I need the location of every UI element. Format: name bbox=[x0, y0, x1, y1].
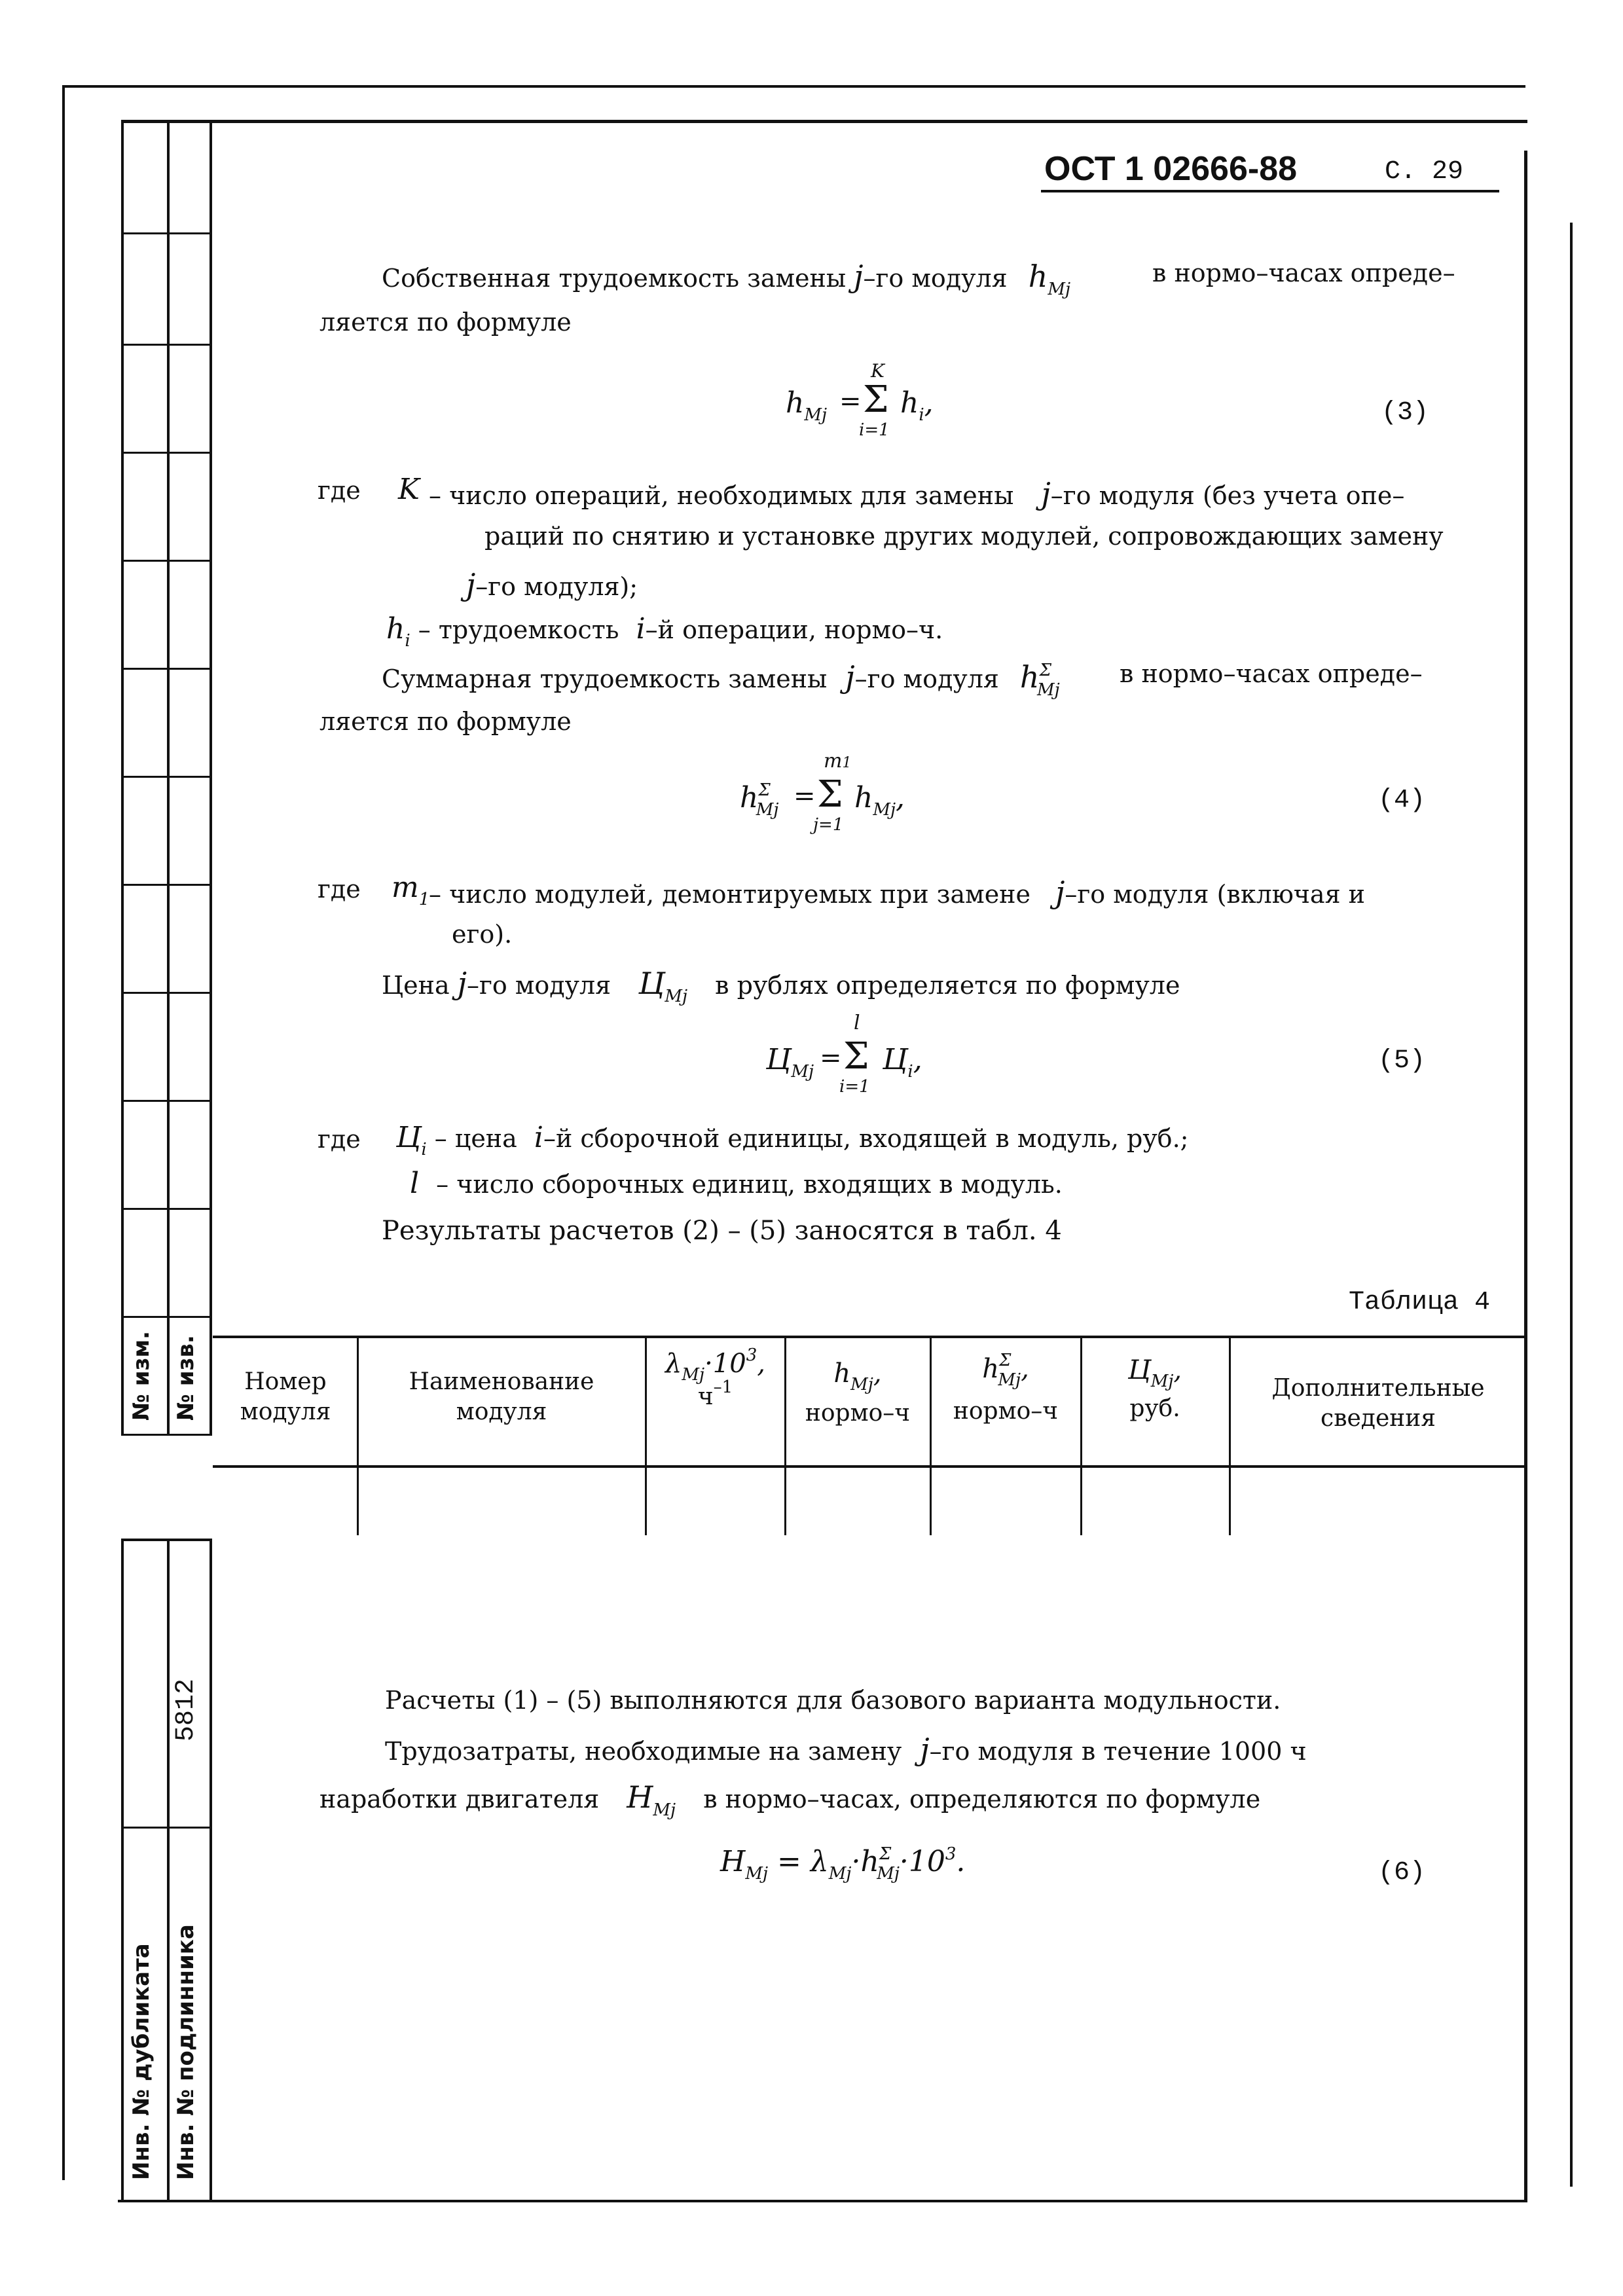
p3-j: j bbox=[457, 966, 467, 1001]
table-caption: Таблица 4 bbox=[1349, 1288, 1491, 1317]
w5-c-text-b: –й сборочной единицы, входящей в модуль, руб.; bbox=[543, 1124, 1189, 1153]
frame-top-line bbox=[62, 85, 1525, 88]
w3-h bbox=[386, 612, 943, 651]
f3-sum-top: K bbox=[871, 360, 884, 382]
f5-sum-bot: i=1 bbox=[839, 1077, 870, 1097]
p6-hmj: $H_{Mj}$ bbox=[627, 1779, 676, 1820]
th-hsum-sub: Mj bbox=[998, 1370, 1021, 1390]
p4: Результаты расчетов (2) – (5) заносятся в табл. 4 bbox=[382, 1216, 1062, 1246]
f4-lhs: $h^\Sigma_{Mj}$ bbox=[740, 780, 779, 820]
w3-h-text-b: –й операции, нормо–ч. bbox=[645, 615, 943, 644]
w3-k-line3-j: j bbox=[466, 567, 476, 602]
table-col-sep-3 bbox=[784, 1336, 786, 1535]
f6-lhs-sub: Mj bbox=[745, 1864, 769, 1884]
w4-m-sym: m bbox=[392, 871, 419, 904]
p2-hsum-sup: Σ bbox=[1039, 661, 1051, 680]
w3-k-line3-text: –го модуля); bbox=[475, 572, 638, 601]
stamp-izm-label: № изм. bbox=[128, 1330, 155, 1421]
stamp-izv-label: № изв. bbox=[173, 1335, 199, 1421]
f6-number: (6) bbox=[1378, 1858, 1426, 1887]
w5-c-sub: i bbox=[421, 1140, 427, 1159]
p6-text-b: –го модуля в течение 1000 ч bbox=[929, 1737, 1307, 1766]
w4-text-b: –го модуля (включая и bbox=[1065, 880, 1365, 909]
f6-h-sub: Mj bbox=[877, 1864, 900, 1884]
w5-l-sym: l bbox=[410, 1167, 420, 1200]
w3-k-line3 bbox=[466, 567, 638, 602]
th-price-unit: руб. bbox=[1129, 1395, 1180, 1422]
formula-3 bbox=[786, 360, 982, 445]
w4-line2: его). bbox=[452, 920, 513, 949]
w3-k-j: j bbox=[1041, 476, 1051, 511]
th-lambda-sub: Mj bbox=[682, 1365, 705, 1385]
stamp-lower-top bbox=[121, 1539, 212, 1541]
f6-h-sup: Σ bbox=[879, 1844, 892, 1864]
p6-hmj-sub: Mj bbox=[653, 1800, 676, 1820]
formula-5 bbox=[766, 1011, 976, 1103]
stamp-lower-line-1 bbox=[121, 1539, 124, 2200]
p2-text-b: –го модуля bbox=[854, 665, 999, 693]
stamp-podl-label: Инв. № подлинника bbox=[173, 1924, 199, 2180]
w5-c-i: i bbox=[534, 1121, 543, 1154]
th-hsum-unit: нормо–ч bbox=[953, 1398, 1059, 1425]
stamp-cell-line bbox=[121, 560, 212, 562]
p3-cmj: $Ц_{Mj}$ bbox=[638, 966, 688, 1006]
table-col-sep-6 bbox=[1229, 1336, 1231, 1535]
p6-j: j bbox=[920, 1732, 930, 1767]
stamp-line-1 bbox=[121, 123, 124, 1434]
p2-hsum-sub: Mj bbox=[1036, 680, 1060, 700]
stamp-line-3 bbox=[210, 123, 212, 1434]
p6-line1 bbox=[385, 1732, 1307, 1767]
th-hmj: $h_{Mj}$, нормо–ч bbox=[787, 1358, 928, 1429]
formula-6: $H_{Mj} = \lambda_{Mj}\cdot h^\Sigma_{Mj}\cdot 10^3$. bbox=[720, 1844, 966, 1884]
p1-text-b: –го модуля bbox=[863, 264, 1008, 293]
stamp-cell-line bbox=[121, 992, 212, 994]
p2-hsum: $h^\Sigma_{Mj}$ bbox=[1019, 659, 1060, 700]
f6-lhs: H bbox=[720, 1845, 746, 1878]
f5-sigma: Σ bbox=[843, 1035, 869, 1078]
th-hmj-sub: Mj bbox=[850, 1375, 873, 1394]
inner-top-line bbox=[121, 120, 1527, 123]
f5-rhs: $Ц_i$, bbox=[883, 1043, 922, 1082]
w5-gde: где bbox=[318, 1125, 361, 1154]
p5: Расчеты (1) – (5) выполняются для базового варианта модульности. bbox=[385, 1686, 1281, 1715]
f4-eq: = bbox=[793, 781, 816, 811]
w3-h-text-a: – трудоемкость bbox=[418, 615, 619, 644]
stamp-cell-line bbox=[121, 452, 212, 454]
p6-text-a: Трудозатраты, необходимые на замену bbox=[385, 1737, 902, 1766]
table-header-bottom bbox=[213, 1465, 1527, 1468]
f4-lhs-sub: Mj bbox=[756, 800, 779, 820]
p3-text-a: Цена bbox=[382, 971, 450, 1000]
p3-line bbox=[382, 966, 1180, 1006]
w4-m-sub: 1 bbox=[418, 890, 430, 909]
table-col-sep-5 bbox=[1080, 1336, 1082, 1535]
f4-number: (4) bbox=[1378, 786, 1426, 815]
w3-k-line2: раций по снятию и установке других модулей, сопровождающих замену bbox=[484, 522, 1444, 551]
w5-l bbox=[410, 1167, 1063, 1200]
th-price: $Ц_{Mj}$, руб. bbox=[1083, 1355, 1227, 1424]
stamp-lower-line-2 bbox=[167, 1539, 170, 2200]
th-hsum: $h^\Sigma_{Mj}$, нормо–ч bbox=[932, 1354, 1079, 1427]
stamp-cell-line bbox=[121, 1316, 212, 1318]
f3-sum-bot: i=1 bbox=[859, 420, 890, 440]
w5-c-sym: Ц bbox=[396, 1121, 422, 1154]
inner-bottom-line bbox=[118, 2200, 1527, 2202]
p1-line1-end: в нормо–часах опреде– bbox=[1152, 259, 1455, 287]
w4-text bbox=[429, 875, 1365, 910]
th-lambda-unit: ч bbox=[697, 1383, 714, 1410]
f5-eq: = bbox=[820, 1043, 842, 1073]
f4-sum-top-sub: 1 bbox=[842, 755, 852, 771]
stamp-line-2 bbox=[167, 123, 170, 1434]
stamp-cell-line bbox=[121, 1100, 212, 1102]
w5-c-text-a: – цена bbox=[434, 1124, 517, 1153]
p6-line2-a: наработки двигателя bbox=[319, 1785, 600, 1813]
th-module-name: Наименование модуля bbox=[409, 1368, 594, 1425]
p2-line2: ляется по формуле bbox=[319, 707, 572, 736]
f5-number: (5) bbox=[1378, 1046, 1426, 1076]
p6-line2 bbox=[319, 1779, 1261, 1820]
f5-sum-top: l bbox=[854, 1011, 860, 1034]
frame-left-line bbox=[62, 85, 65, 2180]
f3-tail: , bbox=[924, 386, 934, 420]
f4-rhs-sub: Mj bbox=[873, 800, 896, 820]
inner-right-line bbox=[1524, 151, 1527, 2200]
f4-rhs: $h_{Mj}$, bbox=[854, 781, 905, 820]
w3-gde: где bbox=[318, 476, 361, 505]
stamp-cell-line bbox=[121, 344, 212, 346]
table-top-line bbox=[213, 1336, 1527, 1338]
stamp-cell-line bbox=[121, 776, 212, 778]
w3-h-sym: h bbox=[386, 612, 405, 646]
stamp-cell-line bbox=[121, 1208, 212, 1210]
p6-line2-b: в нормо–часах, определяются по формуле bbox=[703, 1785, 1261, 1813]
p3-text-b: –го модуля bbox=[466, 971, 611, 1000]
f5-lhs-sub: Mj bbox=[791, 1062, 814, 1082]
p1-j: j bbox=[854, 259, 864, 294]
p2-text-a: Суммарная трудоемкость замены bbox=[382, 665, 828, 693]
stamp-lower-line-3 bbox=[210, 1539, 212, 2200]
table-col-sep-2 bbox=[645, 1336, 647, 1535]
doc-code-underline bbox=[1041, 190, 1499, 192]
f3-eq: = bbox=[839, 386, 862, 416]
page-number: С. 29 bbox=[1385, 157, 1464, 187]
f3-sigma: Σ bbox=[863, 378, 889, 421]
p2-line1-end: в нормо–часах опреде– bbox=[1120, 659, 1423, 688]
f4-sigma: Σ bbox=[817, 773, 843, 816]
w4-gde: где bbox=[318, 875, 361, 903]
w5-l-text: – число сборочных единиц, входящих в модуль. bbox=[436, 1170, 1063, 1199]
stamp-lower-mid bbox=[121, 1827, 212, 1829]
f3-rhs-sub: i bbox=[919, 405, 924, 425]
f5-lhs: $Ц_{Mj}$ bbox=[766, 1043, 814, 1082]
p3-cmj-sub: Mj bbox=[665, 987, 688, 1006]
p2-line1 bbox=[382, 659, 1060, 700]
w3-k-text bbox=[429, 476, 1404, 511]
stamp-dubl-label: Инв. № дубликата bbox=[128, 1943, 155, 2180]
th-lambda-pow: –1 bbox=[713, 1377, 733, 1397]
w4-m bbox=[392, 871, 430, 909]
stamp-cell-line bbox=[121, 884, 212, 886]
stamp-cell-line bbox=[121, 232, 212, 234]
w3-k-text-a: – число операций, необходимых для замены bbox=[429, 481, 1014, 510]
p3-text-c: в рублях определяется по формуле bbox=[715, 971, 1180, 1000]
f3-lhs: $h_{Mj}$ bbox=[786, 386, 828, 425]
table-col-sep-1 bbox=[357, 1336, 359, 1535]
f6-lambda: λ bbox=[810, 1845, 829, 1878]
f4-lhs-sup: Σ bbox=[758, 780, 771, 800]
th-lambda: $\lambda_{Mj}\cdot 10^3$, $ч^{-1}$ bbox=[665, 1345, 765, 1410]
th-hsum-sup: Σ bbox=[998, 1351, 1012, 1370]
doc-code: ОСТ 1 02666-88 bbox=[1044, 150, 1298, 188]
stamp-number: 5812 bbox=[172, 1678, 201, 1741]
w3-k-text-b: –го модуля (без учета опе– bbox=[1050, 481, 1405, 510]
f5-rhs-sub: i bbox=[907, 1062, 913, 1082]
p1-text-a: Собственная трудоемкость замены bbox=[382, 264, 847, 293]
w5-c bbox=[396, 1121, 1189, 1159]
formula-4 bbox=[740, 750, 956, 845]
th-additional: Дополнительные сведения bbox=[1271, 1375, 1485, 1432]
f3-rhs: $h_i$, bbox=[900, 386, 934, 425]
f4-sum-top: m1 bbox=[824, 750, 852, 773]
w3-h-i: i bbox=[636, 612, 646, 646]
p1-line2: ляется по формуле bbox=[319, 308, 572, 337]
p1-hmj: $h_{Mj}$ bbox=[1028, 259, 1071, 299]
p1-line1 bbox=[382, 259, 1071, 299]
f4-sum-bot: j=1 bbox=[813, 815, 844, 835]
stamp-cell-line bbox=[121, 668, 212, 670]
w3-k: K bbox=[398, 473, 420, 506]
p1-hmj-sub: Mj bbox=[1048, 280, 1071, 299]
f3-lhs-sub: Mj bbox=[804, 405, 828, 425]
stamp-cell-line bbox=[121, 1434, 212, 1436]
w4-j: j bbox=[1055, 875, 1065, 910]
f3-number: (3) bbox=[1381, 398, 1429, 428]
table-col-sep-4 bbox=[930, 1336, 932, 1535]
th-module-number: Номер модуля bbox=[240, 1368, 331, 1425]
p2-j: j bbox=[845, 659, 855, 695]
th-hmj-unit: нормо–ч bbox=[805, 1400, 911, 1427]
w3-h-sub: i bbox=[405, 631, 410, 651]
f6-lambda-sub: Mj bbox=[828, 1864, 852, 1884]
th-price-sub: Mj bbox=[1150, 1372, 1174, 1391]
outer-right-line bbox=[1570, 223, 1573, 2187]
w4-text-a: – число модулей, демонтируемых при замене bbox=[429, 880, 1030, 909]
